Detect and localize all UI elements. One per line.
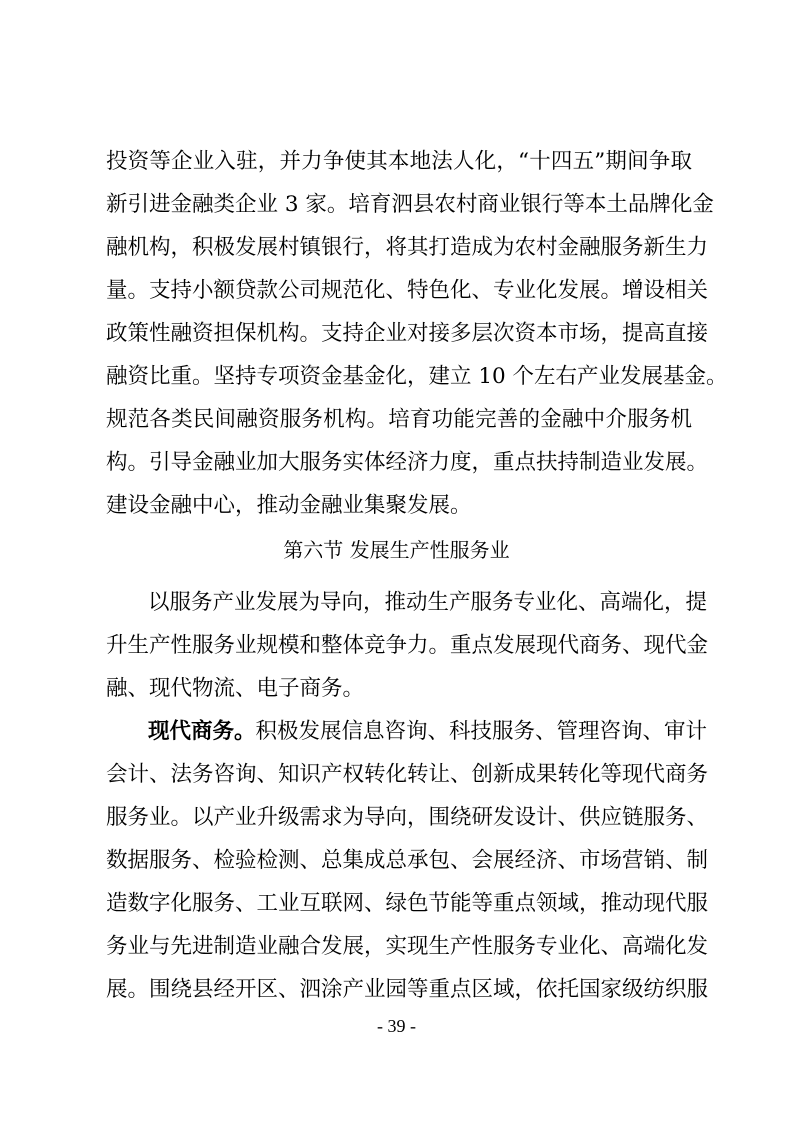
- text-line: 规范各类民间融资服务机构。培育功能完善的金融中介服务机: [106, 407, 692, 432]
- text-line: 融资比重。坚持专项资金基金化，建立 10 个左右产业发展基金。: [106, 364, 728, 389]
- text-span: 积极发展信息咨询、科技服务、管理咨询、审计: [255, 719, 708, 744]
- text-line: 会计、法务咨询、知识产权转化转让、创新成果转化等现代商务: [106, 762, 709, 787]
- text-line: 升生产性服务业规模和整体竞争力。重点发展现代商务、现代金: [106, 633, 709, 658]
- text-line: 构。引导金融业加大服务实体经济力度，重点扶持制造业发展。: [106, 450, 709, 475]
- text-line: 融、现代物流、电子商务。: [106, 676, 365, 701]
- text-line: 融机构，积极发展村镇银行，将其打造成为农村金融服务新生力: [106, 235, 709, 260]
- text-line: 新引进金融类企业 3 家。培育泗县农村商业银行等本土品牌化金: [106, 192, 714, 217]
- text-line: 以服务产业发展为导向，推动生产服务专业化、高端化，提: [148, 590, 708, 615]
- text-line: [148, 716, 708, 748]
- text-line: 投资等企业入驻，并力争使其本地法人化，“十四五”期间争取: [106, 149, 692, 174]
- section-heading: 第六节 发展生产性服务业: [283, 538, 510, 562]
- text-line: 政策性融资担保机构。支持企业对接多层次资本市场，提高直接: [106, 321, 709, 346]
- text-line: 建设金融中心，推动金融业集聚发展。: [106, 493, 472, 518]
- text-line: 数据服务、检验检测、总集成总承包、会展经济、市场营销、制: [106, 848, 709, 873]
- text-line: 展。围绕县经开区、泗涂产业园等重点区域，依托国家级纺织服: [106, 977, 709, 1002]
- page-number: - 39 -: [377, 1016, 416, 1036]
- text-line: 量。支持小额贷款公司规范化、特色化、专业化发展。增设相关: [106, 278, 709, 303]
- text-line: 服务业。以产业升级需求为导向，围绕研发设计、供应链服务、: [106, 805, 709, 830]
- text-line: 务业与先进制造业融合发展，实现生产性服务专业化、高端化发: [106, 934, 709, 959]
- paragraph-lead: 现代商务。: [148, 719, 256, 744]
- text-line: 造数字化服务、工业互联网、绿色节能等重点领域，推动现代服: [106, 891, 709, 916]
